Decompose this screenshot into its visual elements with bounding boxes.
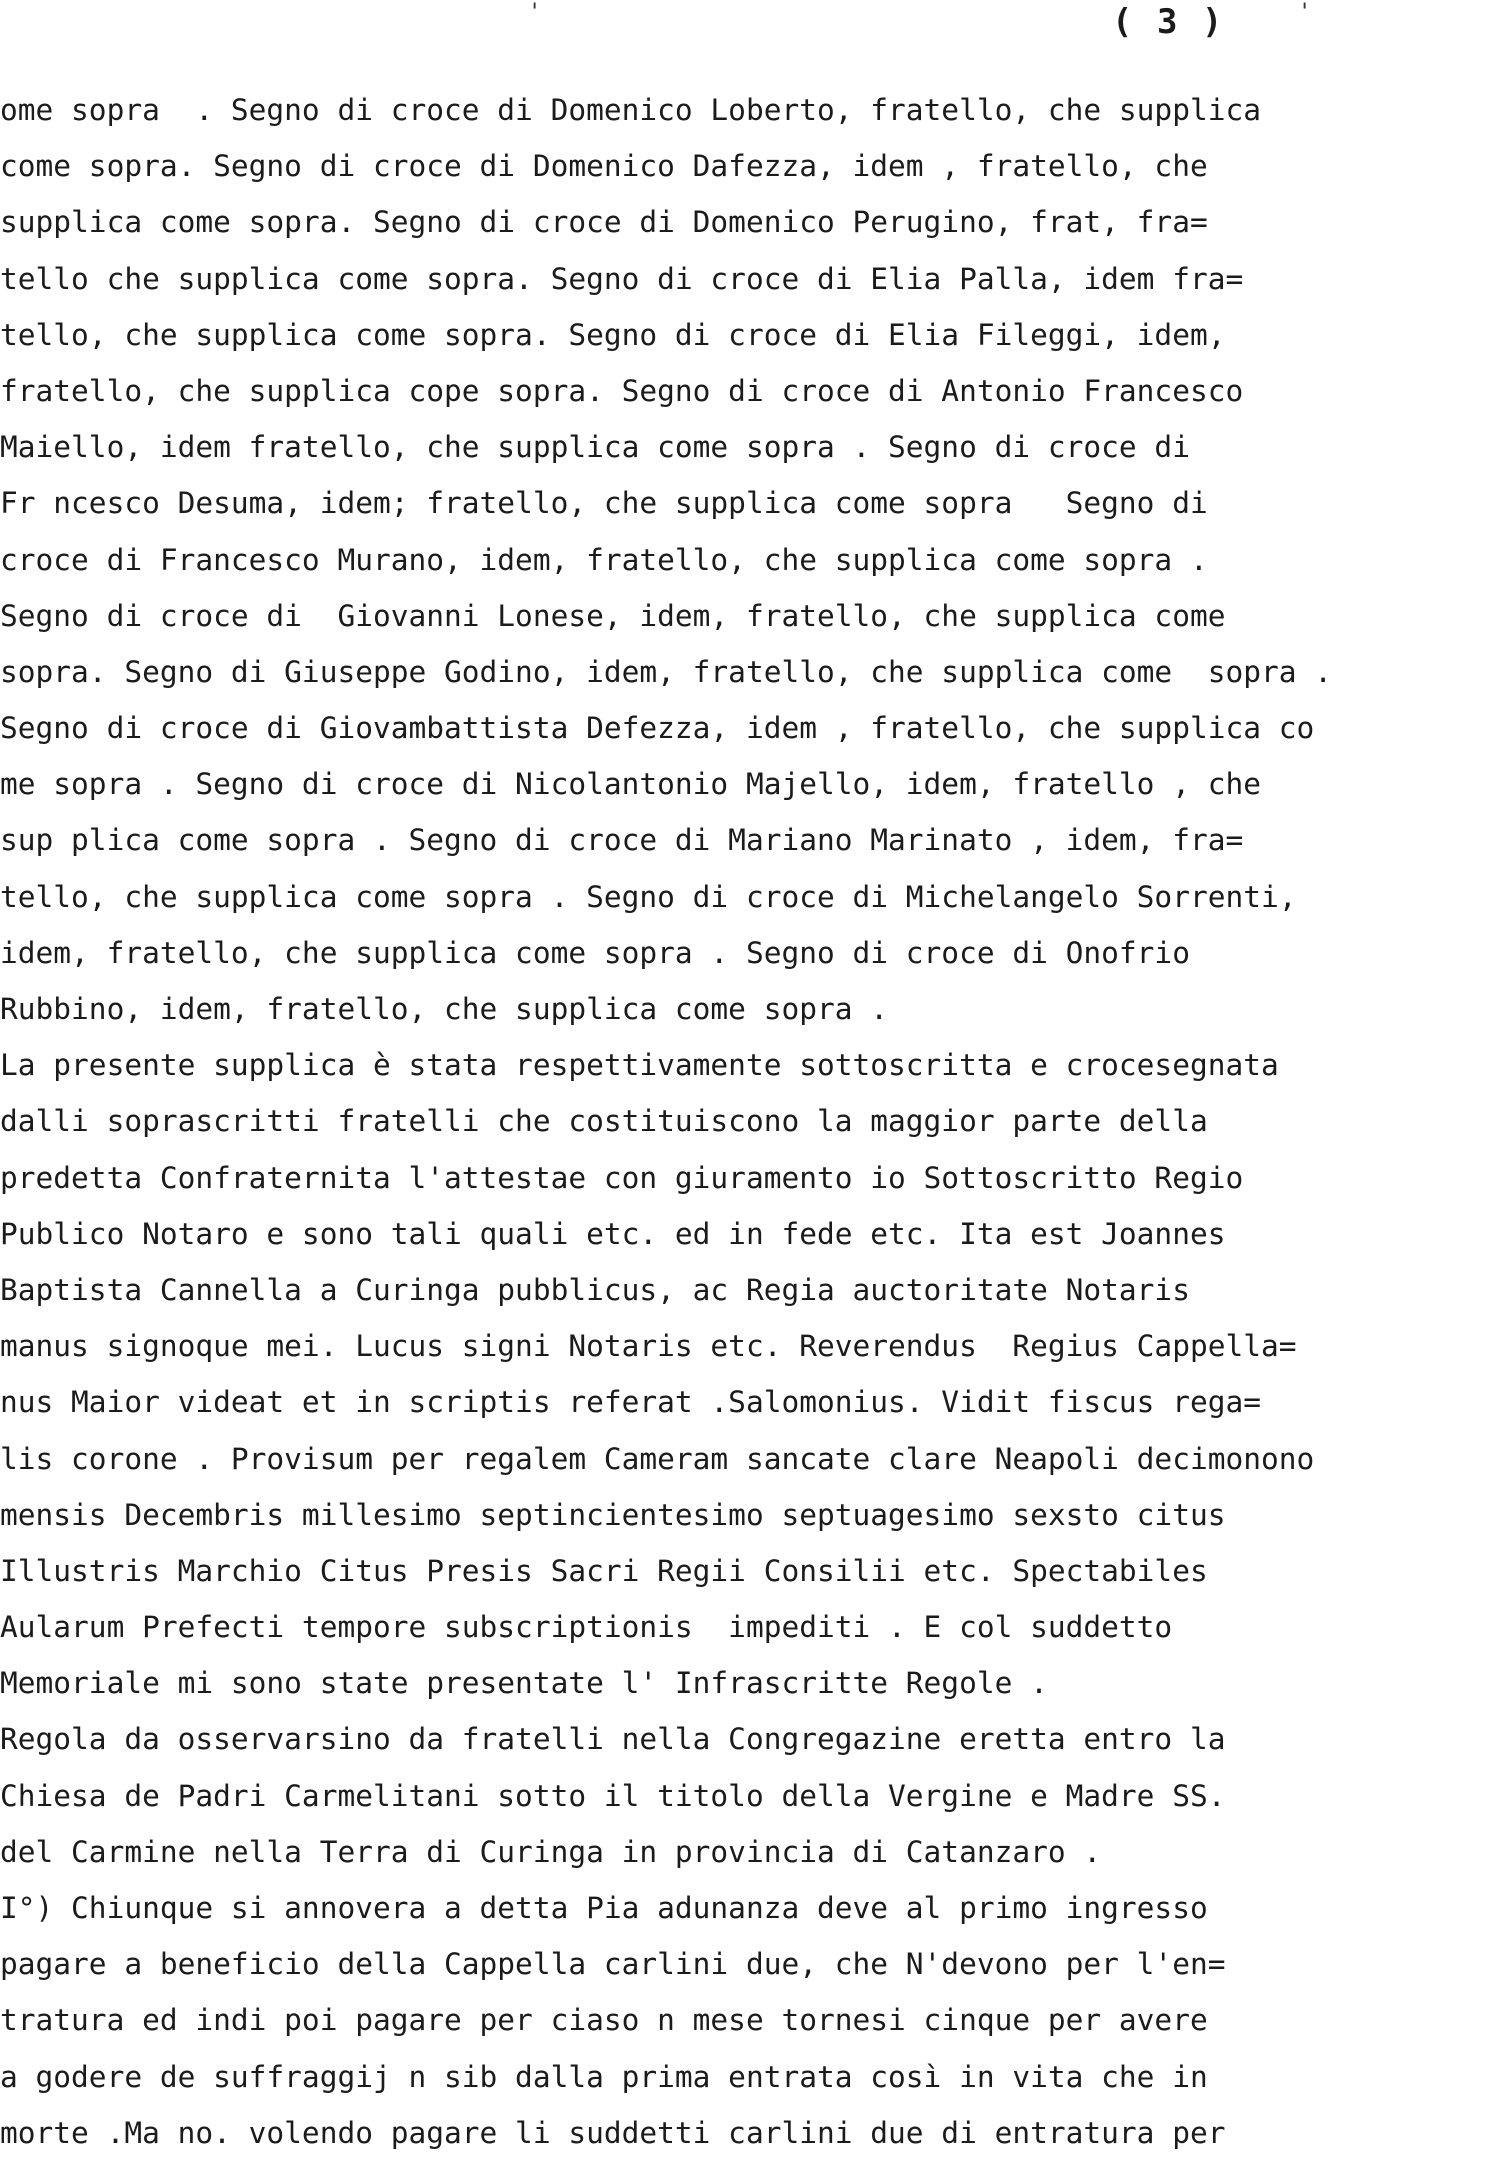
text-line: manus signoque mei. Lucus signi Notaris etc. Reverendus Regius Cappella=	[0, 1329, 1297, 1364]
text-line: Rubbino, idem, fratello, che supplica come sopra .	[0, 992, 889, 1026]
text-line: mensis Decembris millesimo septincientesimo septuagesimo sexsto citus	[0, 1497, 1226, 1532]
text-line: tello, che supplica come sopra. Segno di croce di Elia Fileggi, idem,	[0, 317, 1226, 352]
text-line: tello che supplica come sopra. Segno di croce di Elia Palla, idem fra=	[0, 261, 1244, 296]
text-line: sopra. Segno di Giuseppe Godino, idem, fratello, che supplica come sopra .	[0, 654, 1333, 689]
text-line: Aularum Prefecti tempore subscriptionis impediti . E col suddetto	[0, 1610, 1173, 1645]
text-line: croce di Francesco Murano, idem, fratello, che supplica come sopra .	[0, 542, 1208, 577]
text-line: lis corone . Provisum per regalem Cameram sancate clare Neapoli decimonono	[0, 1441, 1315, 1476]
text-line: fratello, che supplica cope sopra. Segno di croce di Antonio Francesco	[0, 373, 1244, 408]
text-line: ome sopra . Segno di croce di Domenico Loberto, fratello, che supplica	[0, 93, 1261, 127]
text-line: me sopra . Segno di croce di Nicolantonio Majello, idem, fratello , che	[0, 767, 1261, 802]
typewritten-text-body	[0, 82, 1470, 2161]
text-line: morte .Ma no. volendo pagare li suddetti carlini due di entratura per	[0, 2115, 1226, 2150]
text-line: Segno di croce di Giovanni Lonese, idem, fratello, che supplica come	[0, 598, 1226, 633]
text-line: del Carmine nella Terra di Curinga in provincia di Catanzaro .	[0, 1834, 1102, 1869]
text-line: predetta Confraternita l'attestae con giuramento io Sottoscritto Regio	[0, 1160, 1244, 1195]
text-line: tratura ed indi poi pagare per ciaso n mese tornesi cinque per avere	[0, 2003, 1208, 2038]
page-number: ( 3 )	[1112, 2, 1225, 42]
text-line: Publico Notaro e sono tali quali etc. ed in fede etc. Ita est Joannes	[0, 1216, 1226, 1251]
text-line: Baptista Cannella a Curinga pubblicus, ac Regia auctoritate Notaris	[0, 1272, 1190, 1307]
text-line: dalli soprascritti fratelli che costituiscono la maggior parte della	[0, 1104, 1208, 1139]
text-line: La presente supplica è stata respettivamente sottoscritta e crocesegnata	[0, 1048, 1279, 1083]
text-line: Fr ncesco Desuma, idem; fratello, che supplica come sopra Segno di	[0, 486, 1208, 521]
margin-mark: '	[1298, 0, 1312, 25]
text-line: Chiesa de Padri Carmelitani sotto il titolo della Vergine e Madre SS.	[0, 1778, 1226, 1813]
text-line: idem, fratello, che supplica come sopra . Segno di croce di Onofrio	[0, 935, 1190, 970]
text-line: nus Maior videat et in scriptis referat .Salomonius. Vidit fiscus rega=	[0, 1385, 1261, 1420]
text-line: a godere de suffraggij n sib dalla prima entrata così in vita che in	[0, 2059, 1208, 2094]
text-line: supplica come sopra. Segno di croce di Domenico Perugino, frat, fra=	[0, 205, 1208, 240]
text-line: Memoriale mi sono state presentate l' Infrascritte Regole .	[0, 1666, 1048, 1701]
text-line: sup plica come sopra . Segno di croce di Mariano Marinato , idem, fra=	[0, 823, 1244, 858]
text-line: Segno di croce di Giovambattista Defezza, idem , fratello, che supplica co	[0, 711, 1315, 746]
text-line: Illustris Marchio Citus Presis Sacri Regii Consilii etc. Spectabiles	[0, 1553, 1208, 1588]
text-line: Maiello, idem fratello, che supplica come sopra . Segno di croce di	[0, 430, 1190, 465]
text-line: come sopra. Segno di croce di Domenico Dafezza, idem , fratello, che	[0, 149, 1208, 184]
margin-mark: '	[528, 0, 542, 25]
text-line: tello, che supplica come sopra . Segno di croce di Michelangelo Sorrenti,	[0, 879, 1297, 914]
text-line: I°) Chiunque si annovera a detta Pia adunanza deve al primo ingresso	[0, 1891, 1208, 1925]
text-line: pagare a beneficio della Cappella carlini due, che N'devono per l'en=	[0, 1947, 1226, 1982]
text-line: Regola da osservarsino da fratelli nella Congregazine eretta entro la	[0, 1722, 1226, 1757]
